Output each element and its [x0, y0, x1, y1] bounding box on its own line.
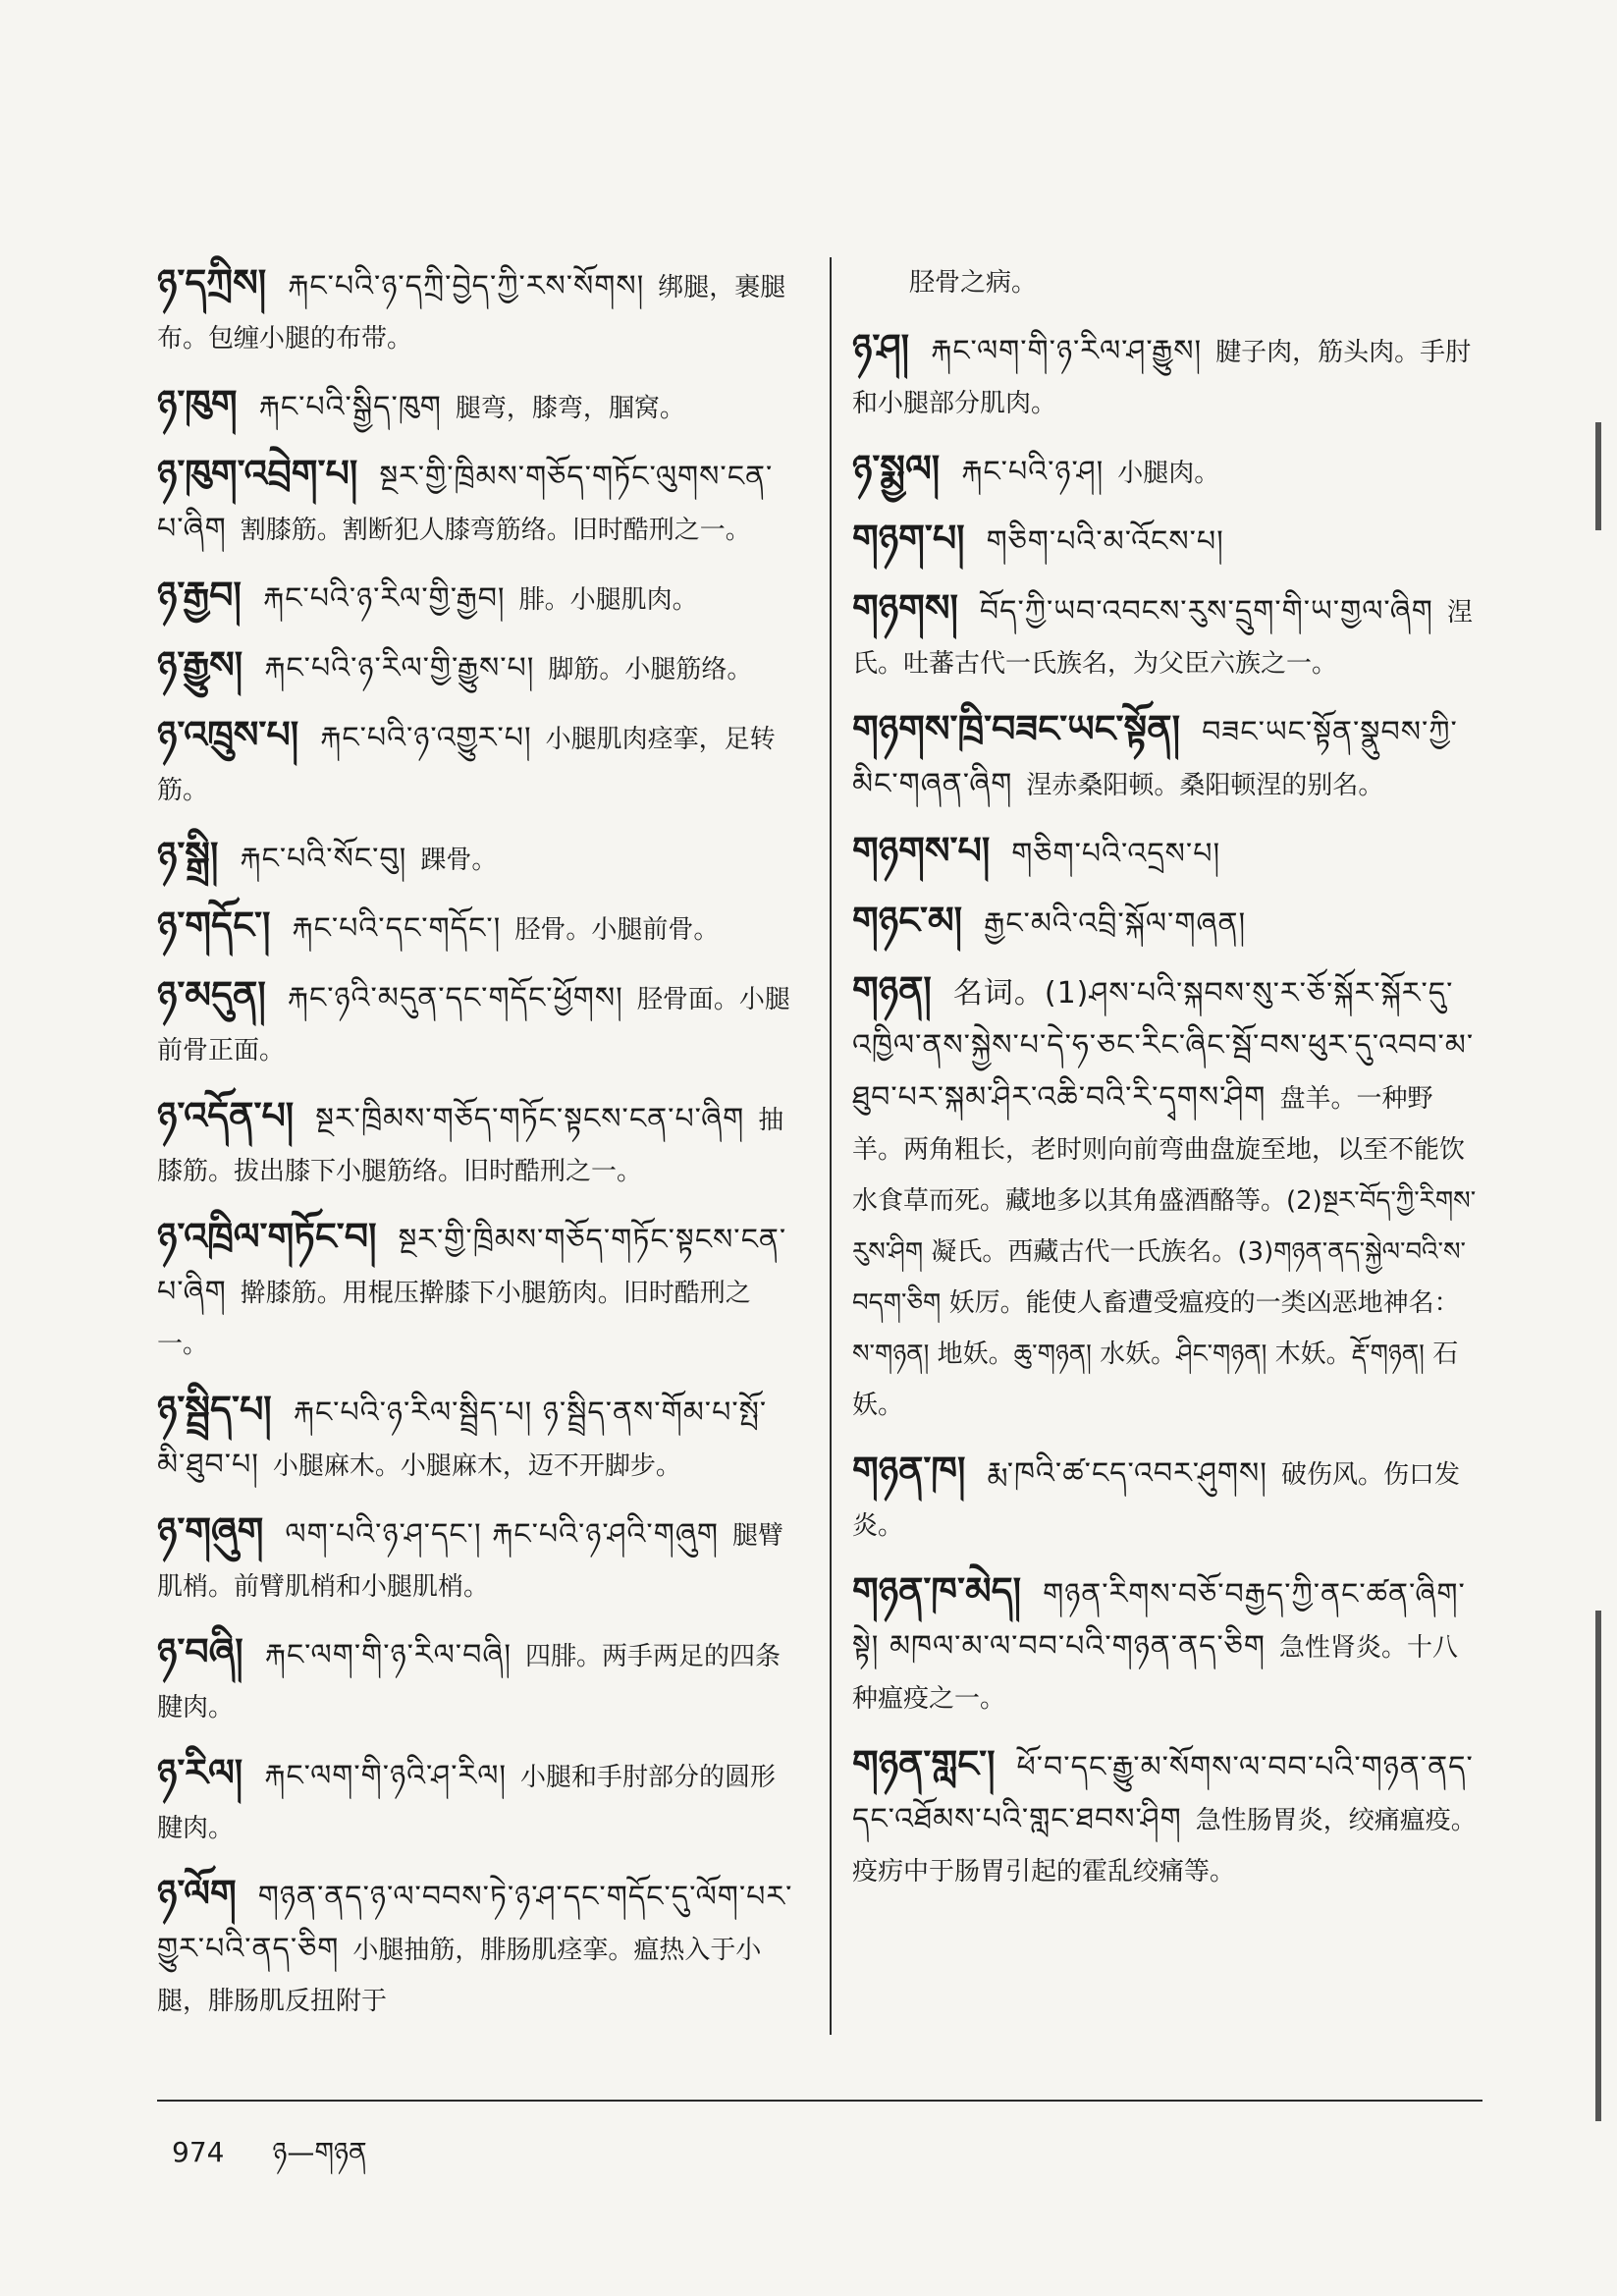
entry-headword: གཉན།: [852, 968, 932, 1011]
dictionary-entry: [157, 1384, 795, 1492]
entry-chinese-definition: 绑腿，裹腿布。包缠小腿的布带。: [157, 273, 786, 354]
entry-headword: གཉག་པ།: [852, 517, 965, 560]
entry-tibetan-definition: རྐང་པའི་སྒྱིད་ཁུག: [258, 390, 442, 424]
entry-headword: ཉ་རྒྱབ།: [157, 574, 242, 617]
entry-chinese-definition: 小腿肉。: [1117, 459, 1220, 488]
entry-tibetan-definition: རྐང་པའི་ཉ་དཀྲི་བྱེད་ཀྱི་རས་སོགས།: [288, 269, 645, 303]
entry-headword: ཉ་སྒྲི།: [157, 834, 219, 877]
left-column: [157, 257, 795, 2041]
footer-rule: [157, 2100, 1482, 2102]
dictionary-entry: [852, 1565, 1481, 1724]
entry-headword: ཉ་རིལ།: [157, 1751, 243, 1794]
dictionary-entry: [157, 378, 795, 434]
page-footer: [172, 2121, 367, 2199]
entry-chinese-definition: 急性肾炎。十八种瘟疫之一。: [852, 1633, 1458, 1714]
dictionary-entry: [852, 703, 1481, 811]
entry-headword: ཉ་ཁུག་འབྲེག་པ།: [157, 452, 358, 495]
dictionary-entry: [157, 570, 795, 626]
dictionary-entry: [852, 1445, 1481, 1552]
entry-headword: ཉ་ཤ།: [852, 326, 910, 369]
entry-chinese-definition: 踝骨。: [420, 846, 498, 875]
entry-headword: གཉགས་པ།: [852, 829, 991, 872]
dictionary-entry: [157, 969, 795, 1076]
entry-tibetan-definition: རྨ་ཁའི་ཚ་ངད་འབར་ཤུགས།: [987, 1456, 1267, 1491]
entry-headword: ཉ་སྦྲིད་པ།: [157, 1388, 272, 1431]
dictionary-entry: [852, 1738, 1481, 1897]
continuation-text: 胫骨之病。: [909, 268, 1038, 298]
entry-tibetan-definition: གཅིག་པའི་མ་འོངས་པ།: [986, 524, 1224, 559]
dictionary-entry: [157, 1868, 795, 2027]
entry-headword: ཉ་འཁྲིལ་གཏོང་བ།: [157, 1215, 377, 1258]
entry-tibetan-definition: རྐང་ཉའི་མདུན་དང་གདོང་ཕྱོགས།: [287, 981, 623, 1015]
entry-tibetan-definition: སྔར་གྱི་ཁྲིམས་གཅོད་གཏོང་སྟངས་ངན་པ་ཞིག: [157, 1223, 787, 1309]
entry-headword: ཉ་ལོག: [157, 1872, 237, 1915]
entry-tibetan-definition: རྐང་པའི་ཉ་རིལ་གྱི་རྒྱབ།: [262, 581, 506, 616]
entry-headword: ཉ་བཞི།: [157, 1630, 243, 1673]
entry-chinese-definition: 脚筋。小腿筋络。: [548, 655, 753, 684]
entry-chinese-definition: 抽膝筋。拔出膝下小腿筋络。旧时酷刑之一。: [157, 1106, 784, 1186]
dictionary-entry: [157, 1211, 795, 1370]
entry-headword: གཉགས་ཁྲི་བཟང་ཡང་སྟོན།: [852, 707, 1181, 750]
entry-tibetan-definition: རྐང་པའི་ཉ་འགྱུར་པ།: [320, 721, 532, 755]
dictionary-entry: [157, 1747, 795, 1854]
entry-headword: གཉགས།: [852, 586, 958, 629]
entry-tibetan-definition: རྐང་པའི་དང་གདོང་།: [292, 911, 502, 946]
entry-headword: ཉ་འདོན་པ།: [157, 1094, 295, 1137]
entry-chinese-definition: 腿弯，膝弯，腘窝。: [455, 394, 685, 423]
dictionary-entry: [852, 513, 1481, 569]
entry-chinese-definition: 小腿抽筋，腓肠肌痉挛。瘟热入于小腿，腓肠肌反扭附于: [157, 1936, 762, 2016]
entry-tibetan-definition: ལག་པའི་ཉ་ཤ་དང་། རྐང་པའི་ཉ་ཤའི་གཞུག: [285, 1517, 719, 1552]
entry-headword: ཉ་རྒྱུས།: [157, 643, 243, 686]
right-column: [852, 257, 1481, 1911]
dictionary-entry: [157, 1626, 795, 1733]
column-divider: [830, 257, 832, 2035]
page-number: 974: [172, 2136, 225, 2168]
dictionary-entry: [157, 900, 795, 956]
entry-headword: ཉ་གདོང་།: [157, 903, 271, 947]
entry-chinese-definition: 割膝筋。割断犯人膝弯筋络。旧时酷刑之一。: [240, 516, 751, 545]
entry-tibetan-definition: གཉན་རིགས་བཅོ་བརྒྱད་ཀྱི་ནང་ཚན་ཞིག་སྟེ། མཁལ་མ་ལ་བབ་པའི་གཉན་ནད་ཅིག: [852, 1577, 1466, 1664]
dictionary-entry: [852, 582, 1481, 689]
entry-chinese-definition: 腿臂肌梢。前臂肌梢和小腿肌梢。: [157, 1521, 783, 1602]
dictionary-entry: [157, 1505, 795, 1613]
dictionary-entry: [157, 1090, 795, 1197]
entry-headword: ཉ་དཀྲིས།: [157, 261, 267, 304]
entry-tibetan-definition: རྐང་པའི་ཉ་ཤ།: [961, 455, 1105, 489]
entry-headword: གཉན་ཁ་མེད།: [852, 1569, 1022, 1613]
entry-chinese-definition: 涅赤桑阳顿。桑阳顿涅的别名。: [1026, 771, 1384, 800]
entry-chinese-definition: 盘羊。一种野羊。两角粗长，老时则向前弯曲盘旋至地，以至不能饮水食草而死。藏地多以其角盛酒酪等。(2)སྔར་བོད་ཀྱི་རིགས་རུས་ཤིག 凝氏。西藏古代一氏族名。(3)གཉན་ནད་སྐྱེལ་བའི་ས་བདག་ཅིག 妖厉。能使人畜遭受瘟疫的一类凶恶地神名：ས་གཉན། 地妖。ཆུ་གཉན། 水妖。ཤིང་གཉན། 木妖。རྡོ་གཉན། 石妖。: [852, 1084, 1477, 1420]
entry-tibetan-definition: རྐང་ལག་གི་ཉ་རིལ་ཤ་རྒྱུས།: [931, 334, 1203, 368]
entry-tibetan-definition: སྔར་ཁྲིམས་གཅོད་གཏོང་སྟངས་ངན་པ་ཞིག: [315, 1102, 745, 1136]
entry-tibetan-definition: 名词。(1)ཤས་པའི་སྐབས་སུ་ར་ཅོ་སྐོར་སྐོར་དུ་འཁྱིལ་ནས་སྐྱེས་པ་དེ་ཧ་ཅང་རིང་ཞིང་སྦོ་བས་ཕུར་དུ་འབབ་མ་ཐུབ་པར་སྐམ་ཤིར་འཆི་བའི་རི་དྭགས་ཤིག: [852, 976, 1475, 1115]
entry-chinese-definition: 擀膝筋。用棍压擀膝下小腿筋肉。旧时酷刑之一。: [157, 1279, 751, 1359]
entry-tibetan-definition: གཉན་ནད་ཉ་ལ་བབས་ཏེ་ཉ་ཤ་དང་གདོང་དུ་ལོག་པར་གྱུར་པའི་ནད་ཅིག: [157, 1880, 793, 1966]
entry-tibetan-definition: རྐང་པའི་ཉ་རིལ་སྦྲིད་པ། ཉ་སྦྲིད་ནས་གོམ་པ་སྤོ་མི་ཐུབ་པ།: [157, 1395, 768, 1482]
entry-headword: གཉན་གླང་།: [852, 1742, 996, 1785]
entry-headword: ཉ་མདུན།: [157, 973, 266, 1016]
entry-headword: གཉང་མ།: [852, 899, 963, 942]
entry-chinese-definition: 小腿和手肘部分的圆形腱肉。: [157, 1763, 777, 1843]
entry-chinese-definition: 胫骨。小腿前骨。: [514, 915, 720, 945]
entry-headword: ཉ་སྨྱལ།: [852, 447, 941, 490]
entry-tibetan-definition: བོད་ཀྱི་ཡབ་འབངས་རུས་དྲུག་གི་ཡ་གྱལ་ཞིག: [979, 594, 1433, 629]
dictionary-entry: [157, 709, 795, 816]
dictionary-entry: [852, 443, 1481, 499]
entry-chinese-definition: 小腿麻木。小腿麻木，迈不开脚步。: [272, 1451, 681, 1481]
entry-tibetan-definition: ཕོ་བ་དང་རྒྱུ་མ་སོགས་ལ་བབ་པའི་གཉན་ནད་དང་འཐོམས་པའི་གླང་ཐབས་ཤིག: [852, 1750, 1474, 1836]
dictionary-entry: [852, 825, 1481, 881]
entry-chinese-definition: 四腓。两手两足的四条腱肉。: [157, 1642, 781, 1722]
page-range: ཉ—གཉན: [272, 2136, 367, 2168]
entry-headword: ཉ་ཁུག: [157, 382, 238, 425]
entry-chinese-definition: 胫骨面。小腿前骨正面。: [157, 985, 790, 1066]
entry-headword: གཉན་ཁ།: [852, 1449, 966, 1492]
entry-headword: ཉ་འཁྲུས་པ།: [157, 713, 299, 756]
entry-tibetan-definition: རྐང་ལག་གི་ཉའི་ཤ་རིལ།: [264, 1759, 508, 1793]
dictionary-entry: [157, 448, 795, 556]
dictionary-entry: [852, 964, 1481, 1431]
entry-tibetan-definition: རྒྱང་མའི་འབྲི་སྐོལ་གཞན།: [984, 906, 1247, 941]
dictionary-entry: [157, 639, 795, 695]
entry-tibetan-definition: བཟང་ཡང་སྟོན་སྣུབས་ཀྱི་མིང་གཞན་ཞིག: [852, 715, 1458, 801]
dictionary-entry: [852, 895, 1481, 951]
entry-tibetan-definition: གཅིག་པའི་འདྲས་པ།: [1011, 837, 1221, 871]
entry-chinese-definition: 腓。小腿肌肉。: [518, 585, 698, 615]
entry-headword: ཉ་གཞུག: [157, 1509, 264, 1553]
scan-edge-mark: [1595, 1611, 1601, 2121]
entry-chinese-definition: 涅氏。吐蕃古代一氏族名，为父臣六族之一。: [852, 598, 1473, 679]
entry-tibetan-definition: རྐང་པའི་སོང་བུ།: [240, 842, 407, 876]
entry-chinese-definition: 小腿肌肉痉挛，足转筋。: [157, 725, 776, 805]
entry-tibetan-definition: རྐང་པའི་ཉ་རིལ་གྱི་རྒྱུས་པ།: [264, 651, 535, 685]
entry-chinese-definition: 急性肠胃炎，绞痛瘟疫。疫疠中于肠胃引起的霍乱绞痛等。: [852, 1806, 1477, 1886]
dictionary-entry: [157, 257, 795, 364]
dictionary-entry: [157, 830, 795, 886]
dictionary-entry: [852, 322, 1481, 429]
scan-edge-mark: [1595, 422, 1601, 530]
entry-chinese-definition: 腱子肉，筋头肉。手肘和小腿部分肌肉。: [852, 338, 1472, 418]
entry-tibetan-definition: རྐང་ལག་གི་ཉ་རིལ་བཞི།: [264, 1638, 512, 1672]
entry-chinese-definition: 破伤风。伤口发炎。: [852, 1460, 1460, 1541]
entry-tibetan-definition: སྔར་གྱི་ཁྲིམས་གཅོད་གཏོང་ལུགས་ངན་པ་ཞིག: [157, 460, 774, 546]
